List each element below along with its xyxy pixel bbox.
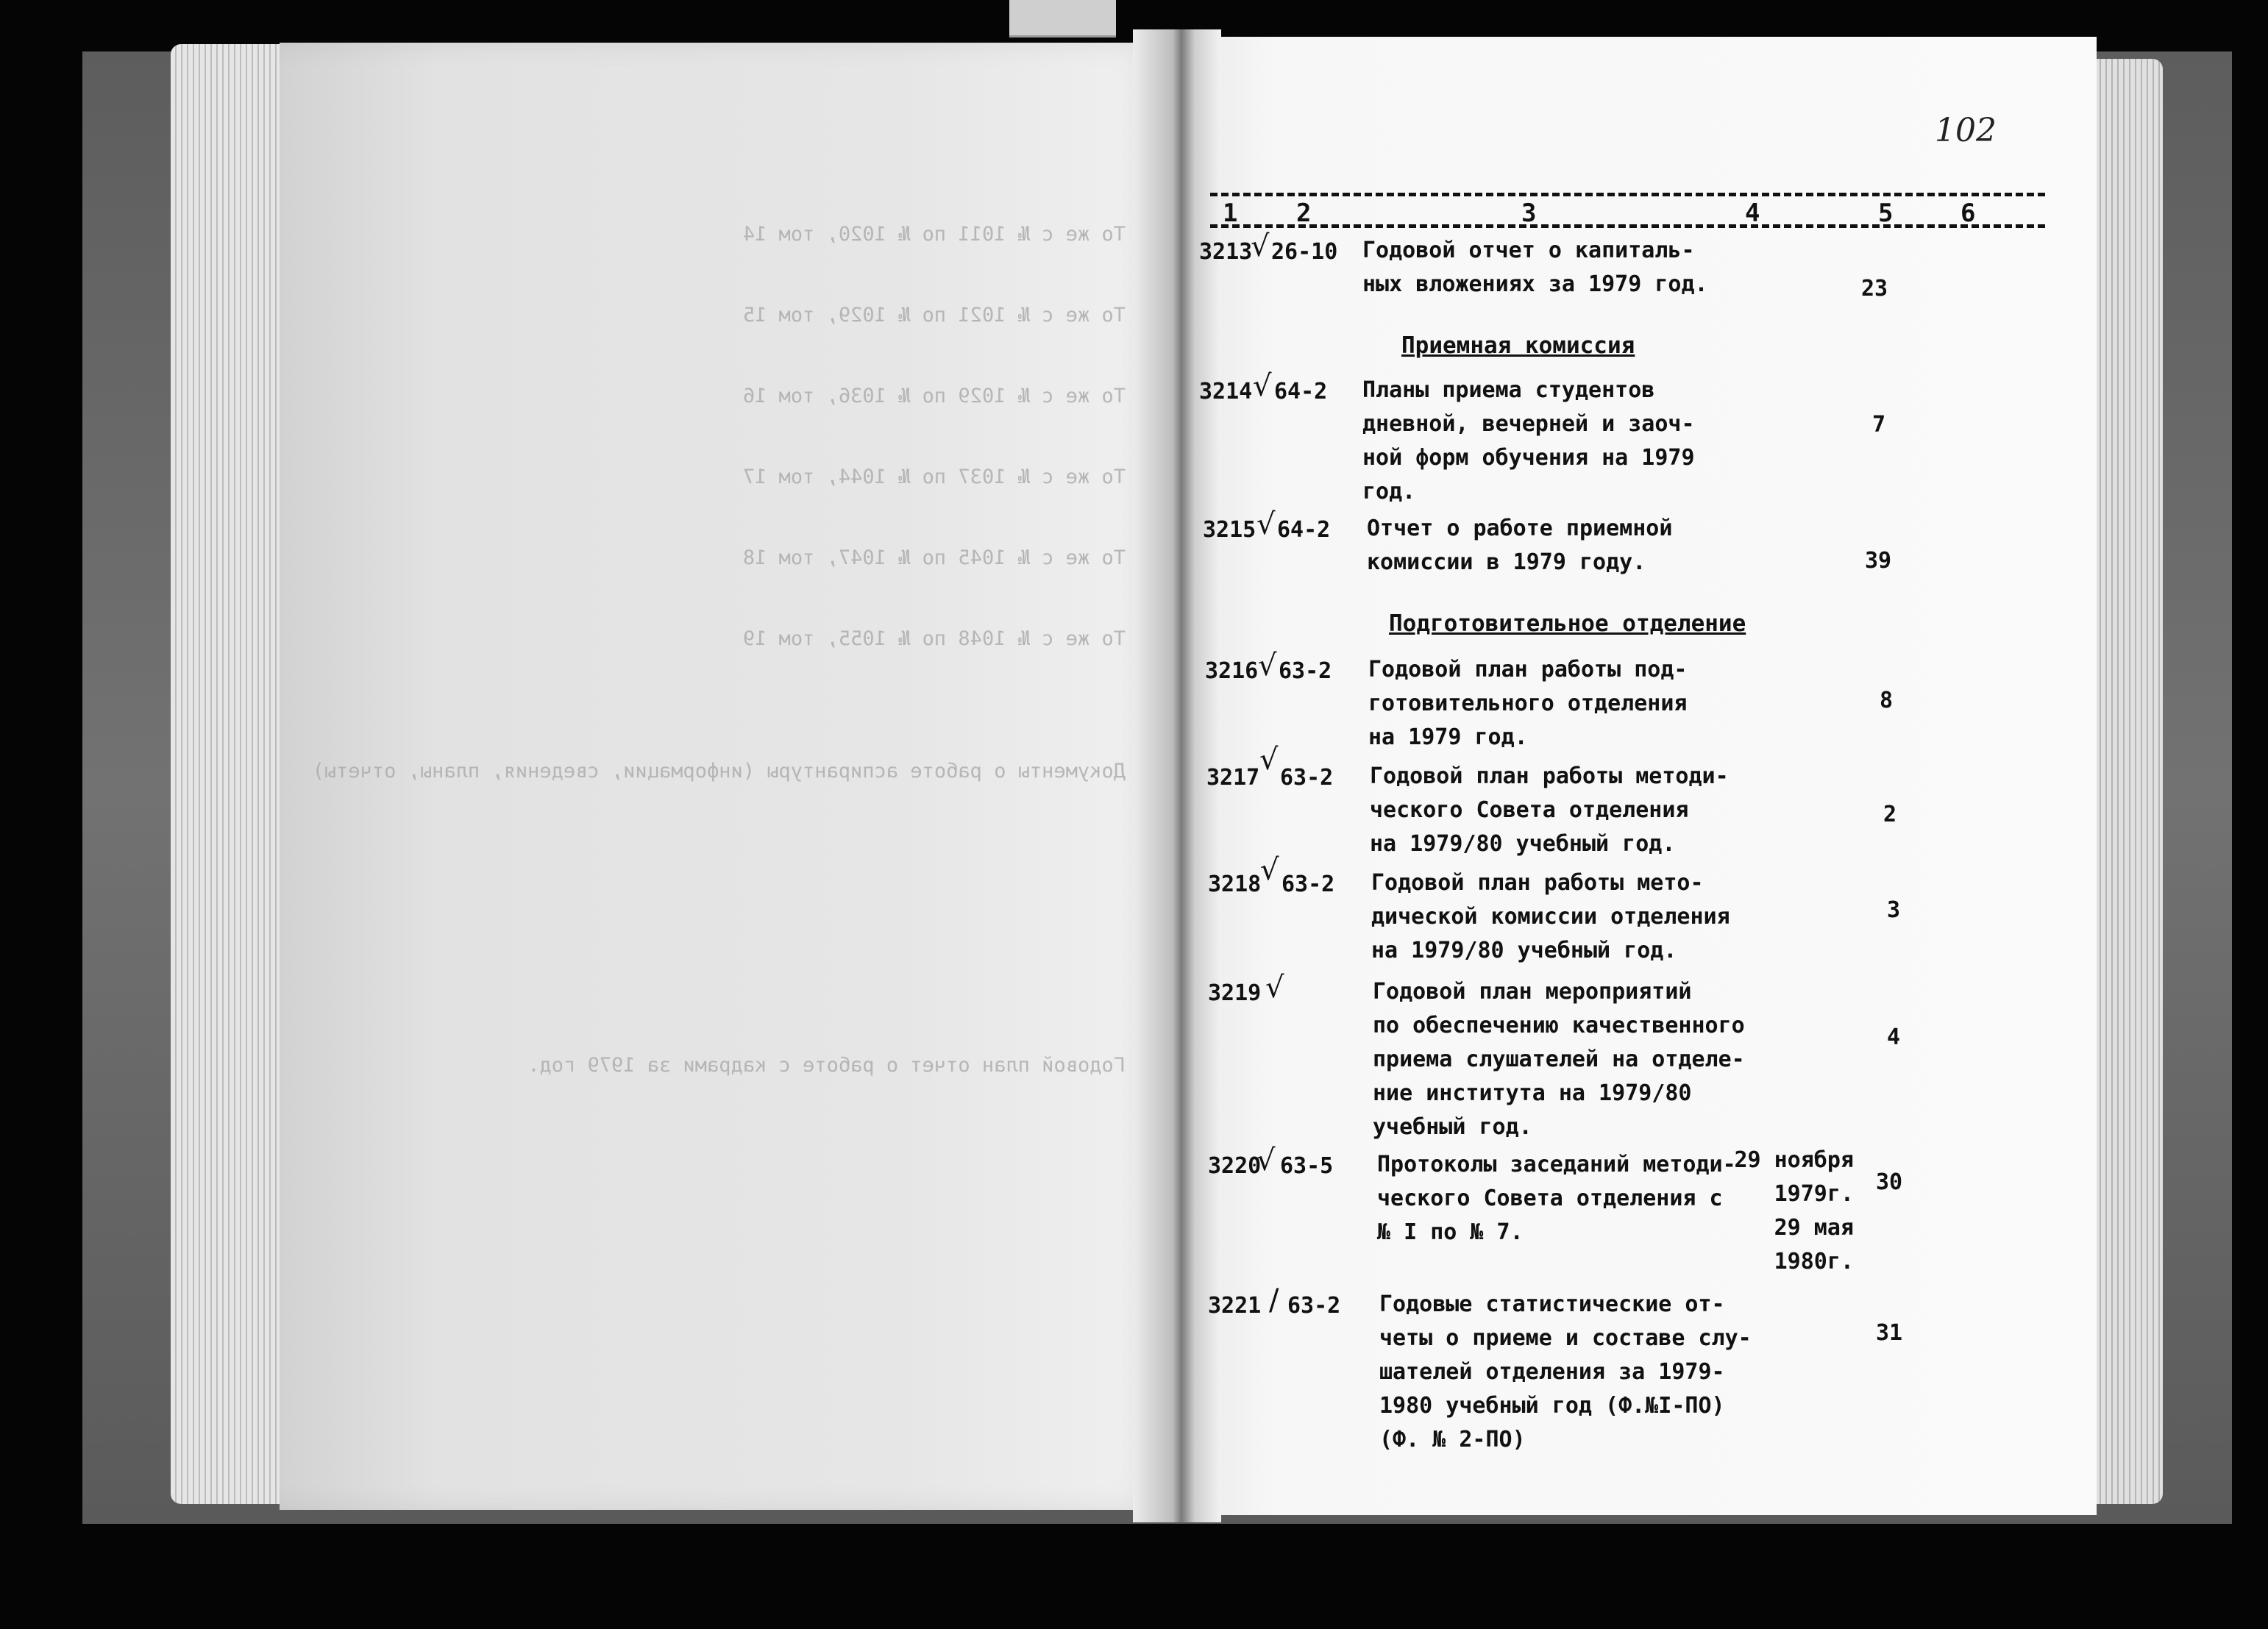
entry-number: 3218 (1208, 871, 1262, 897)
bleed-line: То же с № 1048 по № 1055, том 19 (742, 627, 1126, 650)
bookmark-ribbon (1009, 0, 1116, 38)
entry-sheets: 7 (1872, 412, 1886, 438)
bleed-line: То же с № 1029 по № 1036, том 16 (742, 385, 1126, 407)
entry-title: Годовой план работы методи- ческого Совета отделения на 1979/80 учебный год. (1370, 763, 1729, 857)
checkmark-icon: √ (1259, 743, 1279, 777)
entry-dates: 29 ноября 1979г. 29 мая 1980г. (1734, 1147, 1854, 1275)
entry-title: Годовой план работы под- готовительного отделения на 1979 год. (1368, 657, 1688, 750)
header-rule-top (1210, 193, 2045, 196)
entry-number: 3216 (1205, 658, 1259, 684)
checkmark-icon: √ (1260, 853, 1279, 887)
entry-title: Годовой план мероприятий по обеспечению качественного приема слушателей на отделе- ние института на 1979/80 учебный год. (1373, 979, 1745, 1140)
entry-title: Отчет о работе приемной комиссии в 1979 году. (1367, 516, 1673, 575)
entry-index: 63-5 (1280, 1153, 1334, 1179)
folio-number: 102 (1935, 112, 1997, 149)
column-header: 4 (1745, 199, 1760, 228)
entry-title: Протоколы заседаний методи- ческого Совета отделения с № I по № 7. (1377, 1152, 1736, 1245)
entry-number: 3213 (1199, 239, 1253, 265)
entry-title: Годовой отчет о капиталь- ных вложениях за 1979 год. (1362, 238, 1708, 297)
entry-index: 64-2 (1277, 517, 1331, 543)
entry-sheets: 8 (1880, 688, 1894, 713)
entry-number: 3221 (1208, 1293, 1262, 1319)
column-header: 6 (1960, 199, 1976, 228)
checkmark-icon: √ (1256, 507, 1276, 541)
checkmark-icon: / (1269, 1283, 1279, 1317)
entry-index: 64-2 (1274, 379, 1328, 404)
entry-index: 63-2 (1281, 871, 1335, 897)
bleed-line: То же с № 1037 по № 1044, том 17 (742, 466, 1126, 488)
entry-sheets: 31 (1876, 1320, 1903, 1346)
checkmark-icon: √ (1251, 229, 1270, 263)
entry-sheets: 39 (1865, 548, 1892, 574)
entry-number: 3217 (1206, 765, 1260, 791)
bleed-line: То же с № 1011 по № 1020, том 14 (742, 223, 1126, 246)
entry-sheets: 30 (1876, 1169, 1903, 1195)
header-rule-bottom (1210, 224, 2045, 228)
left-page-bleed-through (312, 184, 1155, 1508)
bleed-line: То же с № 1045 по № 1047, том 18 (742, 546, 1126, 569)
entry-number: 3215 (1203, 517, 1256, 543)
checkmark-icon: √ (1258, 649, 1277, 682)
entry-title: Годовые статистические от- четы о приеме и составе слу- шателей отделения за 1979- 1980 учебный год (Ф.№I-ПО) (Ф. № 2-ПО) (1379, 1291, 1752, 1452)
entry-index: 63-2 (1287, 1293, 1341, 1319)
entry-sheets: 3 (1887, 897, 1901, 923)
entry-number: 3219 (1208, 980, 1262, 1006)
bleed-line: То же с № 1021 по № 1029, том 15 (742, 304, 1126, 327)
column-header: 1 (1223, 199, 1238, 228)
checkmark-icon: √ (1256, 1144, 1276, 1177)
bleed-line: Документы о работе аспирантуры (информации, сведения, планы, отчеты) (312, 760, 1126, 783)
section-heading: Приемная комиссия (1401, 332, 1635, 359)
column-header: 2 (1296, 199, 1312, 228)
entry-number: 3220 (1208, 1153, 1262, 1179)
entry-index: 26-10 (1271, 239, 1338, 265)
checkmark-icon: √ (1265, 971, 1284, 1005)
entry-index: 63-2 (1279, 658, 1332, 684)
column-header: 5 (1878, 199, 1894, 228)
entry-sheets: 23 (1861, 276, 1888, 302)
entry-number: 3214 (1199, 379, 1253, 404)
entry-sheets: 2 (1883, 802, 1897, 827)
entry-sheets: 4 (1887, 1024, 1901, 1050)
section-heading: Подготовительное отделение (1389, 610, 1746, 637)
entry-title: Планы приема студентов дневной, вечерней и заоч- ной форм обучения на 1979 год. (1362, 377, 1695, 505)
bleed-line: Годовой план отчет о работе с кадрами за 1979 год. (527, 1054, 1126, 1077)
column-header: 3 (1521, 199, 1537, 228)
entry-index: 63-2 (1280, 765, 1334, 791)
checkmark-icon: √ (1253, 369, 1272, 403)
entry-title: Годовой план работы мето- дической комиссии отделения на 1979/80 учебный год. (1371, 870, 1730, 963)
